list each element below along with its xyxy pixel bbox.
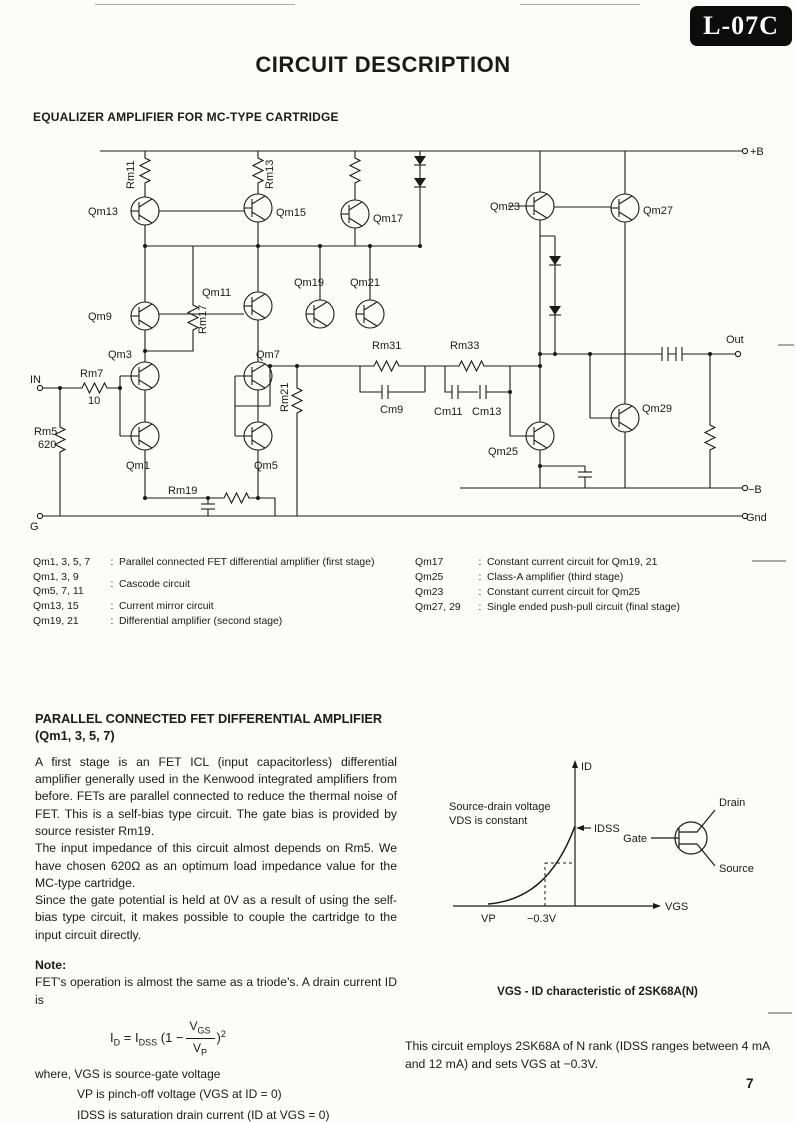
label-rm7: Rm7 xyxy=(80,368,104,380)
page-number: 7 xyxy=(746,1076,754,1091)
label-plus-b: +B xyxy=(750,146,764,158)
label-minus-b: −B xyxy=(748,484,762,496)
scan-artifact xyxy=(520,4,640,5)
label-qm29: Qm29 xyxy=(642,403,672,415)
legend-desc: Parallel connected FET differential amplifier (first stage) xyxy=(119,557,375,568)
circuit-schematic xyxy=(30,136,775,538)
formula-subscript: P xyxy=(201,1047,208,1058)
section2-body xyxy=(35,710,397,1122)
component-legend xyxy=(33,556,781,628)
page-title: CIRCUIT DESCRIPTION xyxy=(255,52,511,77)
legend-separator: : xyxy=(110,601,114,612)
fraction-numerator xyxy=(186,1018,215,1039)
formula-symbol: I xyxy=(110,1030,114,1046)
legend-name: Qm1, 3, 5, 7 xyxy=(33,557,91,568)
fet-gate-label: Gate xyxy=(623,833,647,845)
label-in: IN xyxy=(30,374,41,386)
legend-desc: Differential amplifier (second stage) xyxy=(119,616,283,627)
formula-subscript: GS xyxy=(197,1025,211,1036)
drain-current-formula xyxy=(110,1018,397,1059)
legend-desc: Class-A amplifier (third stage) xyxy=(487,572,624,583)
section2-heading-line1: PARALLEL CONNECTED FET DIFFERENTIAL AMPLIFIER xyxy=(35,711,383,726)
legend-name: Qm17 xyxy=(415,557,444,568)
note-label: Note: xyxy=(35,958,67,973)
legend-desc: Single ended push-pull circuit (final stage) xyxy=(487,602,680,613)
junction-dots xyxy=(58,244,712,500)
scan-artifact xyxy=(95,4,295,5)
formula-equals: = xyxy=(123,1030,132,1046)
legend-row xyxy=(415,571,781,584)
scan-artifact xyxy=(778,344,794,346)
fet-source-label: Source xyxy=(719,863,754,875)
legend-separator: : xyxy=(110,579,114,590)
label-qm17: Qm17 xyxy=(373,213,403,225)
legend-left-column xyxy=(33,556,415,628)
legend-desc: Current mirror circuit xyxy=(119,601,214,612)
vgs-id-characteristic-figure xyxy=(403,746,788,986)
formula-fraction xyxy=(186,1018,215,1059)
legend-row xyxy=(33,571,415,598)
paragraph: A first stage is an FET ICL (input capacitorless) differential amplifier generally used in the Kenwood integrated amplifiers from before. FETs are parallel connected to reduce the thermal noise of FET. This is a self-bias type circuit. The gate bias is provided by source resister Rm19. xyxy=(35,754,397,838)
legend-name: Qm23 xyxy=(415,587,444,598)
label-rm31: Rm31 xyxy=(372,340,402,352)
legend-separator: : xyxy=(478,602,482,613)
legend-separator: : xyxy=(110,616,114,627)
figure-labels xyxy=(449,761,754,925)
label-cm11: Cm11 xyxy=(434,406,463,418)
v03-tick-label: −0.3V xyxy=(527,913,557,925)
section2-heading-line2: (Qm1, 3, 5, 7) xyxy=(35,728,115,744)
label-rm11: Rm11 xyxy=(125,160,137,189)
formula-subscript: D xyxy=(113,1037,121,1048)
paragraph: Since the gate potential is held at 0V as a result of using the self-bias type circuit, it makes possible to couple the cartridge to the input circuit directly. xyxy=(35,893,397,942)
label-gnd: Gnd xyxy=(746,512,767,524)
label-qm13: Qm13 xyxy=(88,206,118,218)
schematic-labels xyxy=(30,146,767,533)
label-qm21: Qm21 xyxy=(350,277,380,289)
scan-artifact xyxy=(768,1012,792,1014)
legend-row xyxy=(415,556,781,569)
formula-lhs xyxy=(110,1030,121,1048)
label-qm5: Qm5 xyxy=(254,460,278,472)
formula-rhs xyxy=(134,1030,158,1048)
section2-heading xyxy=(35,710,397,745)
label-cm9: Cm9 xyxy=(380,404,404,416)
closing-paragraph: This circuit employs 2SK68A of N rank (IDSS ranges between 4 mA and 12 mA) and sets VGS at −0.3V. xyxy=(405,1039,770,1071)
legend-right-column xyxy=(415,556,781,628)
label-rm17: Rm17 xyxy=(197,304,209,334)
note-text: FET's operation is almost the same as a triode's. A drain current ID is xyxy=(35,975,397,1007)
label-qm27: Qm27 xyxy=(643,205,673,217)
legend-desc: Cascode circuit xyxy=(119,579,191,590)
legend-name: Qm19, 21 xyxy=(33,616,79,627)
label-rm5: Rm5 xyxy=(34,426,58,438)
legend-name-group xyxy=(33,571,105,598)
legend-desc: Constant current circuit for Qm19, 21 xyxy=(487,557,658,568)
y-axis-label: ID xyxy=(581,761,592,773)
label-qm11: Qm11 xyxy=(202,287,232,299)
label-qm19: Qm19 xyxy=(294,277,324,289)
where-line: VP is pinch-off voltage (VGS at ID = 0) xyxy=(77,1087,282,1102)
legend-row xyxy=(415,601,781,614)
legend-separator: : xyxy=(478,572,482,583)
brand-logo xyxy=(690,6,792,46)
brand-logo-text: L-07C xyxy=(703,11,779,40)
formula-symbol: V xyxy=(189,1019,198,1034)
label-rm13: Rm13 xyxy=(264,159,276,189)
legend-separator: : xyxy=(110,557,114,568)
legend-desc: Constant current circuit for Qm25 xyxy=(487,587,641,598)
annotation-line2: VDS is constant xyxy=(449,815,528,827)
formula-exponent: 2 xyxy=(220,1028,226,1039)
formula-open-paren: (1 − xyxy=(160,1030,184,1046)
section1-heading: EQUALIZER AMPLIFIER FOR MC-TYPE CARTRIDGE xyxy=(33,110,339,124)
legend-name: Qm27, 29 xyxy=(415,602,461,613)
label-rm5-value: 620 xyxy=(38,439,57,451)
label-g: G xyxy=(30,521,39,533)
formula-close-paren: ) xyxy=(216,1030,221,1046)
formula-symbol: V xyxy=(193,1041,202,1056)
figure-ink xyxy=(453,760,715,909)
label-qm7: Qm7 xyxy=(256,349,280,361)
fraction-denominator xyxy=(186,1039,215,1059)
where-line: where, VGS is source-gate voltage xyxy=(35,1067,221,1082)
legend-row xyxy=(415,586,781,599)
label-qm25: Qm25 xyxy=(488,446,518,458)
idss-label: IDSS xyxy=(594,823,620,835)
figure-caption: VGS - ID characteristic of 2SK68A(N) xyxy=(497,986,698,998)
legend-separator: : xyxy=(478,557,482,568)
legend-name: Qm13, 15 xyxy=(33,601,79,612)
formula-symbol: I xyxy=(134,1030,139,1046)
label-qm1: Qm1 xyxy=(126,460,150,472)
x-axis-label: VGS xyxy=(665,901,689,913)
legend-row xyxy=(33,556,415,569)
formula-subscript: DSS xyxy=(138,1037,158,1048)
where-line: IDSS is saturation drain current (ID at VGS = 0) xyxy=(77,1107,330,1122)
legend-name: Qm1, 3, 9 xyxy=(33,572,79,583)
label-qm3: Qm3 xyxy=(108,349,132,361)
label-cm13: Cm13 xyxy=(472,406,502,418)
fet-drain-label: Drain xyxy=(719,797,746,809)
label-rm19: Rm19 xyxy=(168,485,198,497)
label-qm23: Qm23 xyxy=(490,201,520,213)
label-out: Out xyxy=(726,334,744,346)
annotation-line1: Source-drain voltage xyxy=(449,801,551,813)
formula-definitions xyxy=(35,1066,397,1122)
vp-tick-label: VP xyxy=(481,913,496,925)
label-rm7-value: 10 xyxy=(88,395,101,407)
label-qm9: Qm9 xyxy=(88,311,112,323)
label-rm33: Rm33 xyxy=(450,340,480,352)
legend-row xyxy=(33,600,415,613)
label-rm21: Rm21 xyxy=(279,382,291,412)
legend-separator: : xyxy=(478,587,482,598)
label-qm15: Qm15 xyxy=(276,207,306,219)
legend-name: Qm5, 7, 11 xyxy=(33,586,84,597)
legend-name: Qm25 xyxy=(415,572,444,583)
legend-row xyxy=(33,615,415,628)
paragraph: The input impedance of this circuit almost depends on Rm5. We have chosen 620Ω as an optimum load impedance value for the MC-type cartridge. xyxy=(35,841,397,890)
